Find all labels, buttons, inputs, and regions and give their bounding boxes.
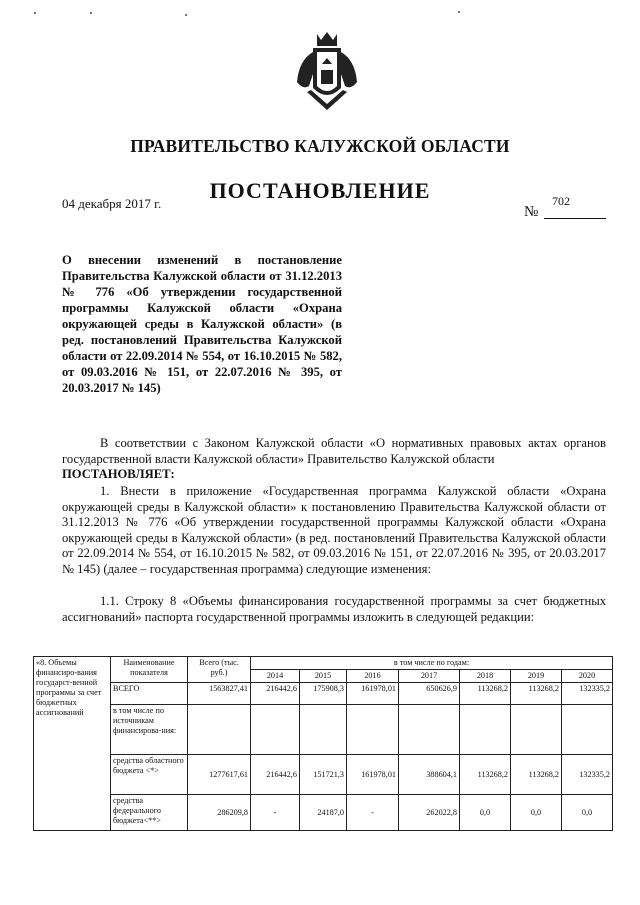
table-header-row <box>34 657 613 670</box>
year-value: 161978,01 <box>347 755 399 795</box>
table-row <box>34 795 613 831</box>
scan-speck <box>34 12 36 14</box>
year-value <box>460 705 511 755</box>
indicator-name: средства областного бюджета <*> <box>111 755 188 795</box>
table-row <box>34 755 613 795</box>
decree-word: ПОСТАНОВЛЯЕТ: <box>62 467 175 481</box>
number-underline <box>544 218 606 219</box>
year-value <box>300 705 347 755</box>
intro-paragraph: В соответствии с Законом Калужской области «О нормативных правовых актах органов государственной власти Калужской области» Правительство Калужской области <box>62 436 606 466</box>
financing-table <box>33 656 613 831</box>
year-value: 24187,0 <box>300 795 347 831</box>
number-label: № <box>524 204 539 220</box>
year-cell: 2016 <box>347 670 399 683</box>
year-value: - <box>251 795 300 831</box>
indicator-name: ВСЕГО <box>111 683 188 705</box>
year-cell: 2018 <box>460 670 511 683</box>
total-value: 286209,8 <box>188 795 251 831</box>
item-1-paragraph: 1. Внести в приложение «Государственная программа Калужской области «Охрана окружающей среды в Калужской области» к постановлению Правительства Калужской области от 31.12.2013 № 776 «Об утверждении государственной программы Калужской области «Охрана окружающей среды в Калужской области» (в ред. постановлений Правительства Калужской области от 22.09.2014 № 554, от 16.10.2015 № 582, от 09.03.2016 № 151, от 22.07.2016 № 395, от 20.03.2017 № 145) (далее – государственная программа) следующие изменения: <box>62 484 606 576</box>
year-value: 216442,6 <box>251 755 300 795</box>
year-value: 388604,1 <box>399 755 460 795</box>
document-date: 04 декабря 2017 г. <box>62 196 162 211</box>
indicator-name: средства федерального бюджета<**> <box>111 795 188 831</box>
year-value: 216442,6 <box>251 683 300 705</box>
year-value: 151721,3 <box>300 755 347 795</box>
year-value: 113268,2 <box>460 683 511 705</box>
year-value: 175908,3 <box>300 683 347 705</box>
year-value: 113268,2 <box>460 755 511 795</box>
total-header: Всего (тыс. руб.) <box>188 657 251 683</box>
indicator-header: Наименование показателя <box>111 657 188 683</box>
scan-speck <box>458 11 460 13</box>
row-label-cell: «8. Объемы финансиро-вания государст-венной программы за счет бюджетных ассигнований <box>34 657 111 831</box>
scan-speck <box>185 14 187 16</box>
scan-speck <box>90 12 92 14</box>
total-value <box>188 705 251 755</box>
year-value: 113268,2 <box>511 683 562 705</box>
year-value: - <box>347 795 399 831</box>
total-value: 1277617,61 <box>188 755 251 795</box>
year-value <box>399 705 460 755</box>
year-cell: 2020 <box>562 670 613 683</box>
year-cell: 2017 <box>399 670 460 683</box>
indicator-name: в том числе по источникам финансирова-ния: <box>111 705 188 755</box>
year-value: 0,0 <box>562 795 613 831</box>
year-cell: 2019 <box>511 670 562 683</box>
year-value: 650626,9 <box>399 683 460 705</box>
year-cell: 2015 <box>300 670 347 683</box>
year-value: 262022,8 <box>399 795 460 831</box>
year-value: 132335,2 <box>562 683 613 705</box>
item-1-1-paragraph: 1.1. Строку 8 «Объемы финансирования государственной программы за счет бюджетных ассигнований» паспорта государственной программы изложить в следующей редакции: <box>62 594 606 624</box>
year-value: 161978,01 <box>347 683 399 705</box>
kaluga-coat-of-arms-icon <box>295 30 359 112</box>
year-cell: 2014 <box>251 670 300 683</box>
year-value: 0,0 <box>460 795 511 831</box>
years-header: в том числе по годам: <box>251 657 613 670</box>
year-value <box>251 705 300 755</box>
document-number: 702 <box>552 194 570 208</box>
government-name: ПРАВИТЕЛЬСТВО КАЛУЖСКОЙ ОБЛАСТИ <box>130 136 510 156</box>
document-type: ПОСТАНОВЛЕНИЕ <box>209 178 431 203</box>
year-value: 113268,2 <box>511 755 562 795</box>
year-value <box>347 705 399 755</box>
table-row <box>34 705 613 755</box>
total-value: 1563827,41 <box>188 683 251 705</box>
year-value <box>562 705 613 755</box>
document-subject: О внесении изменений в постановление Правительства Калужской области от 31.12.2013 № 776 «Об утверждении государственной программы Калужской области «Охрана окружающей среды в Калужской области» (в ред. постановлений Правительства Калужской области от 22.09.2014 № 554, от 16.10.2015 № 582, от 09.03.2016 № 151, от 22.07.2016 № 395, от 20.03.2017 № 145) <box>62 253 342 395</box>
table-row <box>34 683 613 705</box>
year-value: 0,0 <box>511 795 562 831</box>
year-value <box>511 705 562 755</box>
year-value: 132335,2 <box>562 755 613 795</box>
